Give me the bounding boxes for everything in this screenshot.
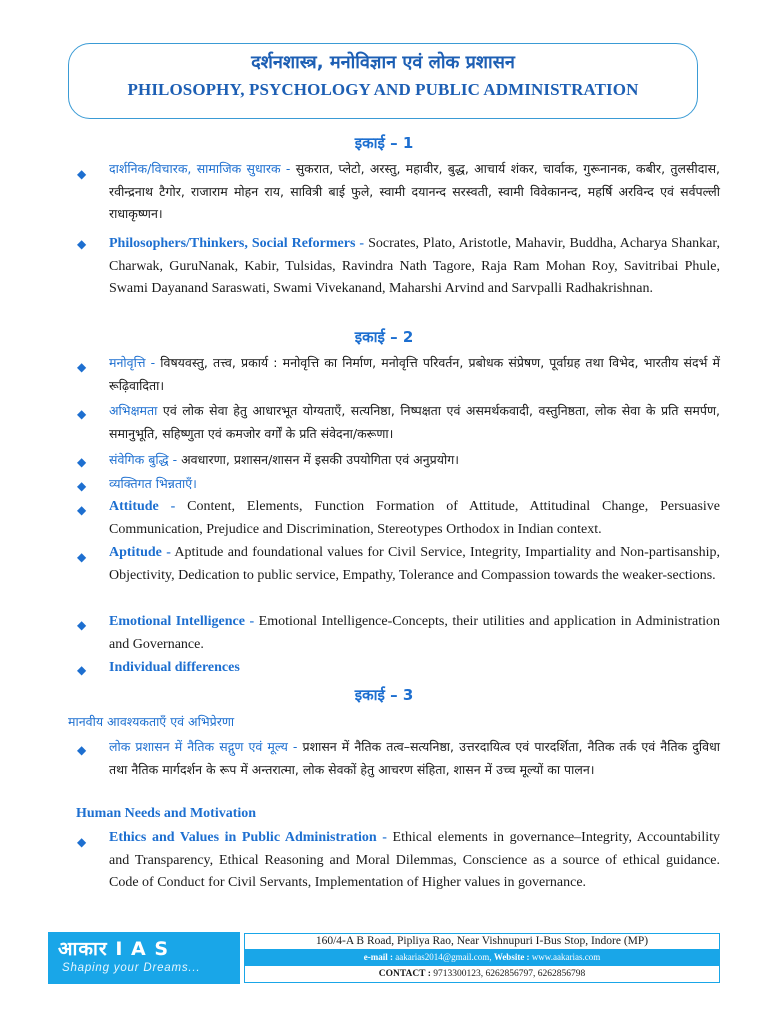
item-lead: Individual differences bbox=[109, 660, 240, 675]
address: 160/4-A B Road, Pipliya Rao, Near Vishnupuri I-Bus Stop, Indore (MP) bbox=[244, 933, 720, 950]
list-item bbox=[109, 158, 720, 226]
item-lead: Emotional Intelligence - bbox=[109, 614, 255, 629]
footer bbox=[48, 932, 720, 984]
list-item bbox=[109, 352, 720, 397]
list-item bbox=[109, 449, 720, 472]
item-lead: Aptitude - bbox=[109, 545, 171, 560]
brand-box bbox=[48, 932, 240, 984]
list-item bbox=[109, 611, 720, 656]
item-lead: अभिक्षमता bbox=[109, 403, 158, 418]
item-lead: Philosophers/Thinkers, Social Reformers - bbox=[109, 236, 365, 251]
item-text: Aptitude and foundational values for Civil Service, Integrity, Impartiality and Non-partisanship, Objectivity, Dedication to public service, Empathy, Tolerance and Compassion towards the weaker-sections. bbox=[109, 545, 720, 583]
bullet-icon: ◆ bbox=[77, 360, 87, 374]
list-item bbox=[109, 736, 720, 781]
item-lead: Ethics and Values in Public Administration - bbox=[109, 830, 387, 845]
bullet-icon: ◆ bbox=[77, 407, 87, 421]
list-item bbox=[109, 473, 720, 496]
title-box bbox=[68, 43, 698, 119]
section-heading-english: Human Needs and Motivation bbox=[76, 806, 257, 821]
item-text: प्रशासन में नैतिक तत्व–सत्यनिष्ठा, उत्तरदायित्व एवं पारदर्शिता, नैतिक तर्क एवं नैतिक दुविधा तथा नैतिक मार्गदर्शन के रूप में अन्तरात्मा, लोक सेवकों हेतु आचरण संहिता, शासन में उच्च मूल्यों का पालन। bbox=[109, 739, 720, 777]
brand-logo: आकार I A S bbox=[58, 938, 170, 960]
item-text: Content, Elements, Function Formation of Attitude, Attitudinal Change, Persuasive Communication, Prejudice and Discrimination, Stereotypes Orthodox in Indian context. bbox=[109, 499, 721, 537]
item-lead: दार्शनिक/विचारक, सामाजिक सुधारक - bbox=[109, 161, 291, 176]
item-lead: मनोवृत्ति - bbox=[109, 355, 156, 370]
contact-box bbox=[244, 932, 720, 984]
item-text: Ethical elements in governance–Integrity, Accountability and Transparency, Ethical Reasoning and Moral Dilemmas, Conscience as a source of ethical guidance. Code of Conduct for Civil Servants, Implementation of Higher values in governance. bbox=[109, 830, 720, 890]
email-website-line: e-mail : aakarias2014@gmail.com, Website : www.aakarias.com bbox=[244, 950, 720, 965]
unit-3-heading: इकाई – 3 bbox=[354, 686, 414, 704]
email-link[interactable]: aakarias2014@gmail.com bbox=[395, 952, 490, 962]
section-heading-hindi: मानवीय आवश्यकताएँ एवं अभिप्रेरणा bbox=[68, 714, 235, 729]
page-title-english: PHILOSOPHY, PSYCHOLOGY AND PUBLIC ADMINISTRATION bbox=[127, 80, 639, 99]
list-item bbox=[109, 657, 720, 680]
bullet-icon: ◆ bbox=[77, 503, 87, 517]
bullet-icon: ◆ bbox=[77, 618, 87, 632]
brand-tagline: Shaping your Dreams... bbox=[62, 962, 201, 974]
item-text: सुकरात, प्लेटो, अरस्तु, महावीर, बुद्ध, आचार्य शंकर, चार्वाक, गुरूनानक, कबीर, तुलसीदास, रवीन्द्रनाथ टैगोर, राजाराम मोहन राय, सावित्री बाई फुले, स्वामी दयानन्द सरस्वती, स्वामी विवेकानन्द, महर्षि अरविन्द एवं सर्वपल्ली राधाकृष्णन। bbox=[109, 161, 720, 221]
item-lead: संवेगिक बुद्धि - bbox=[109, 452, 178, 467]
website-label: Website : bbox=[493, 952, 530, 962]
email-label: e-mail : bbox=[363, 952, 394, 962]
item-lead: लोक प्रशासन में नैतिक सद्गुण एवं मूल्य - bbox=[109, 739, 298, 754]
page-title-hindi: दर्शनशास्त्र, मनोविज्ञान एवं लोक प्रशासन bbox=[251, 52, 515, 73]
bullet-icon: ◆ bbox=[77, 167, 87, 181]
bullet-icon: ◆ bbox=[77, 835, 87, 849]
item-text: Socrates, Plato, Aristotle, Mahavir, Buddha, Acharya Shankar, Charwak, GuruNanak, Kabir, Tulsidas, Ravindra Nath Tagore, Raja Ram Mohan Roy, Savitribai Phule, Swami Dayanand Saraswati, Swami Vivekanand, Maharshi Arvind and Sarvpalli Radhakrishnan. bbox=[109, 236, 720, 296]
item-lead: व्यक्तिगत भिन्नताएँ। bbox=[109, 476, 197, 491]
unit-2-heading: इकाई – 2 bbox=[354, 328, 414, 346]
bullet-icon: ◆ bbox=[77, 479, 87, 493]
item-text: Emotional Intelligence-Concepts, their utilities and application in Administration and Governance. bbox=[109, 614, 720, 652]
list-item bbox=[109, 400, 720, 445]
item-text: एवं लोक सेवा हेतु आधारभूत योग्यताएँ, सत्यनिष्ठा, निष्पक्षता एवं असमर्थकवादी, वस्तुनिष्ठता, लोक सेवा के प्रति समर्पण, समानुभूति, सहिष्णुता एवं कमजोर वर्गों के प्रति संवेदना/करूणा। bbox=[109, 403, 720, 441]
list-item bbox=[109, 496, 720, 541]
item-lead: Attitude - bbox=[109, 499, 176, 514]
contact-numbers: 9713300123, 6262856797, 6262856798 bbox=[433, 969, 586, 979]
bullet-icon: ◆ bbox=[77, 743, 87, 757]
contact-line bbox=[244, 965, 720, 983]
bullet-icon: ◆ bbox=[77, 663, 87, 677]
item-text: विषयवस्तु, तत्त्व, प्रकार्य : मनोवृत्ति का निर्माण, मनोवृत्ति परिवर्तन, प्रबोधक संप्रेषण, पूर्वाग्रह तथा विभेद, भारतीय संदर्भ में रूढ़िवादिता। bbox=[109, 355, 720, 393]
bullet-icon: ◆ bbox=[77, 455, 87, 469]
list-item bbox=[109, 827, 720, 895]
list-item bbox=[109, 542, 720, 587]
contact-label: CONTACT : bbox=[378, 969, 431, 979]
unit-1-heading: इकाई – 1 bbox=[354, 134, 414, 152]
bullet-icon: ◆ bbox=[77, 237, 87, 251]
bullet-icon: ◆ bbox=[77, 550, 87, 564]
website-link[interactable]: www.aakarias.com bbox=[531, 952, 601, 962]
item-text: अवधारणा, प्रशासन/शासन में इसकी उपयोगिता एवं अनुप्रयोग। bbox=[177, 452, 459, 467]
list-item bbox=[109, 233, 720, 301]
